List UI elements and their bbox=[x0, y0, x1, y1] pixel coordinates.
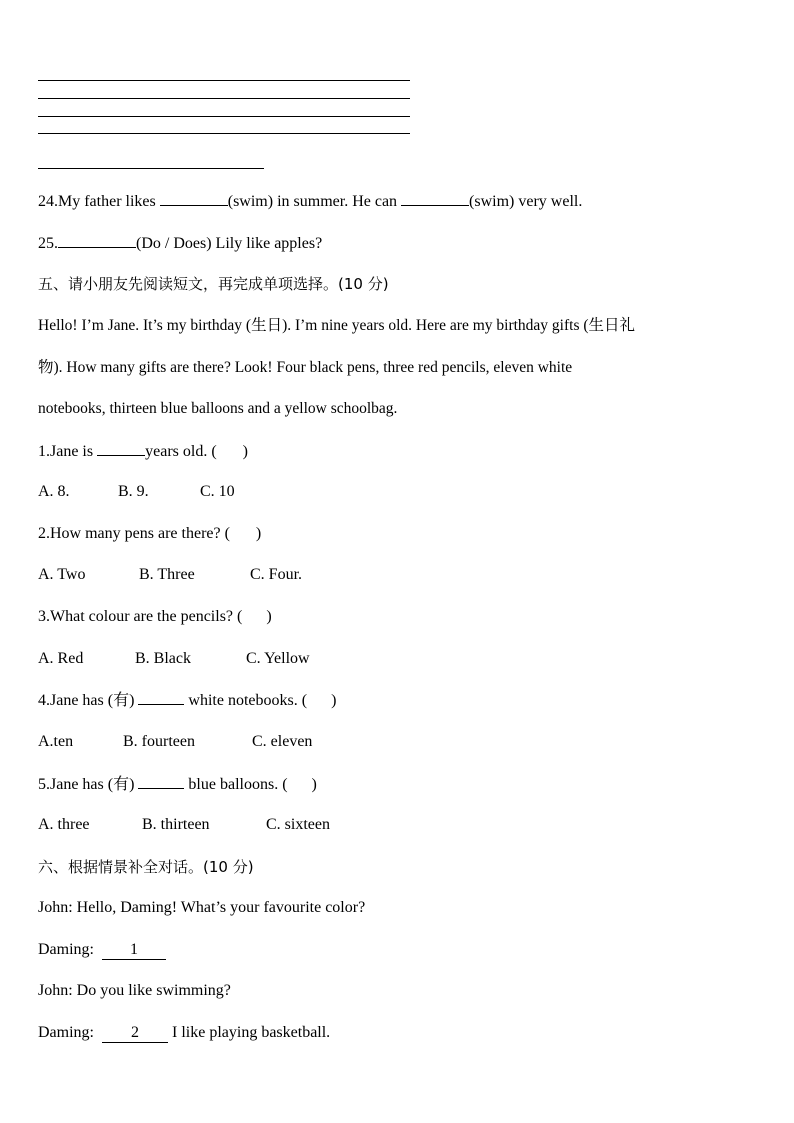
mc1-close: ) bbox=[242, 443, 248, 460]
mc4-options bbox=[38, 732, 312, 752]
q24-text-2: (swim) in summer. He can bbox=[227, 193, 398, 210]
mc-question-1 bbox=[38, 441, 248, 462]
option-c: C. Four. bbox=[250, 566, 303, 583]
option-a: A. Two bbox=[38, 566, 86, 583]
mc3-pre: 3.What colour are the pencils? ( bbox=[38, 608, 243, 625]
q24-blank-1[interactable] bbox=[160, 191, 228, 206]
option-b: B. Black bbox=[135, 650, 191, 667]
speaker-daming: Daming: bbox=[38, 941, 94, 958]
mc3-close: ) bbox=[266, 608, 272, 625]
mc1-post: years old. ( bbox=[145, 443, 217, 460]
passage-line-3: notebooks, thirteen blue balloons and a yellow schoolbag. bbox=[38, 400, 398, 417]
dialogue-line-1: John: Hello, Daming! What’s your favourite color? bbox=[38, 899, 366, 916]
answer-line bbox=[38, 168, 264, 169]
mc-question-5 bbox=[38, 774, 317, 795]
answer-line bbox=[38, 133, 410, 134]
section-5-heading: 五、请小朋友先阅读短文，再完成单项选择。(10 分) bbox=[38, 275, 389, 293]
q25-number: 25. bbox=[38, 235, 58, 252]
section-6-heading: 六、根据情景补全对话。(10 分) bbox=[38, 858, 254, 876]
option-a: A. Red bbox=[38, 650, 84, 667]
mc4-post: white notebooks. ( bbox=[188, 692, 308, 709]
mc2-options bbox=[38, 565, 302, 585]
passage-line-2: 物). How many gifts are there? Look! Four black pens, three red pencils, eleven white bbox=[38, 359, 573, 376]
q25-text: (Do / Does) Lily like apples? bbox=[136, 235, 323, 252]
option-a: A. three bbox=[38, 816, 90, 833]
dialogue-blank-1[interactable]: 1 bbox=[102, 941, 166, 960]
mc4-pre: 4.Jane has (有) bbox=[38, 692, 135, 709]
mc2-pre: 2.How many pens are there? ( bbox=[38, 525, 230, 542]
option-c: C. eleven bbox=[252, 733, 313, 750]
q24-text-3: (swim) very well. bbox=[469, 193, 583, 210]
mc1-pre: 1.Jane is bbox=[38, 443, 94, 460]
q24-text-1: 24.My father likes bbox=[38, 193, 156, 210]
answer-line bbox=[38, 80, 410, 81]
answer-line bbox=[38, 98, 410, 99]
option-c: C. sixteen bbox=[266, 816, 330, 833]
option-a: A.ten bbox=[38, 733, 74, 750]
mc-question-4 bbox=[38, 690, 336, 711]
option-b: B. 9. bbox=[118, 483, 149, 500]
mc1-options bbox=[38, 482, 235, 502]
answer-line bbox=[38, 116, 410, 117]
dialogue-line-4-text: I like playing basketball. bbox=[172, 1024, 331, 1041]
option-b: B. fourteen bbox=[123, 733, 195, 750]
speaker-daming: Daming: bbox=[38, 1024, 94, 1041]
mc5-options bbox=[38, 815, 330, 835]
mc1-blank[interactable] bbox=[97, 441, 145, 456]
dialogue-line-3: John: Do you like swimming? bbox=[38, 982, 231, 999]
option-a: A. 8. bbox=[38, 483, 70, 500]
option-b: B. thirteen bbox=[142, 816, 210, 833]
mc4-blank[interactable] bbox=[138, 690, 184, 705]
mc5-blank[interactable] bbox=[138, 774, 184, 789]
q24-blank-2[interactable] bbox=[401, 191, 469, 206]
question-24 bbox=[38, 191, 582, 212]
option-c: C. 10 bbox=[200, 483, 235, 500]
dialogue-line-2 bbox=[38, 940, 166, 960]
mc2-close: ) bbox=[255, 525, 262, 542]
passage-line-1: Hello! I’m Jane. It’s my birthday (生日). I’m nine years old. Here are my birthday gifts (生日礼 bbox=[38, 317, 636, 334]
mc-question-2 bbox=[38, 524, 261, 544]
option-c: C. Yellow bbox=[246, 650, 310, 667]
mc5-close: ) bbox=[311, 776, 317, 793]
mc4-close: ) bbox=[331, 692, 337, 709]
mc3-options bbox=[38, 649, 310, 669]
q25-blank[interactable] bbox=[58, 233, 136, 248]
mc-question-3 bbox=[38, 607, 272, 627]
dialogue-blank-2[interactable]: 2 bbox=[102, 1024, 168, 1043]
mc5-post: blue balloons. ( bbox=[188, 776, 288, 793]
question-25 bbox=[38, 233, 322, 254]
dialogue-line-4 bbox=[38, 1023, 330, 1043]
mc5-pre: 5.Jane has (有) bbox=[38, 776, 135, 793]
option-b: B. Three bbox=[139, 566, 195, 583]
